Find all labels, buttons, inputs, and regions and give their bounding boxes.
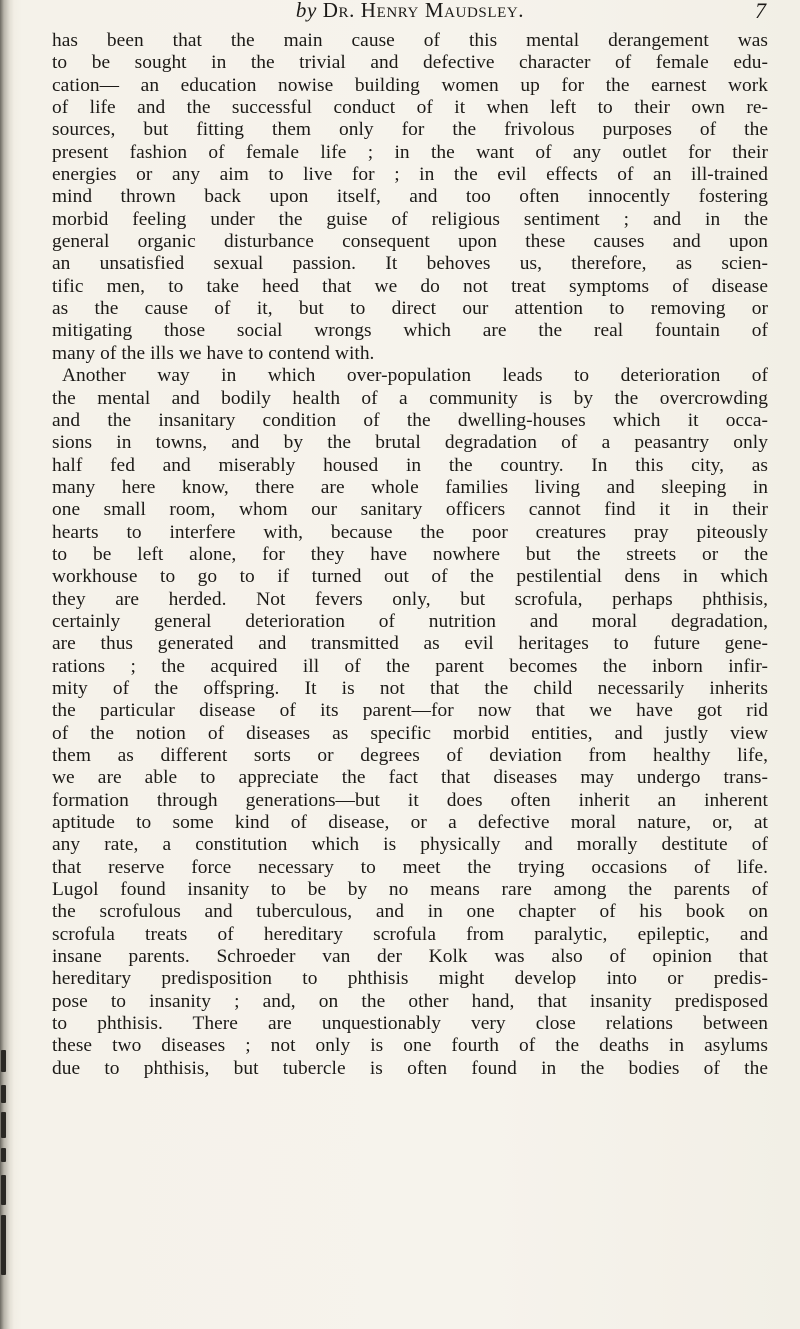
text-line: an unsatisfied sexual passion. It behoves us, therefore, as scien- [52,253,768,275]
text-line: mitigating those social wrongs which are the real fountain of [52,320,768,342]
text-line: workhouse to go to if turned out of the pestilential dens in which [52,566,768,588]
text-line: mity of the offspring. It is not that the child necessarily inherits [52,677,768,699]
text-line: general organic disturbance consequent upon these causes and upon [52,231,768,253]
text-line: present fashion of female life ; in the want of any outlet for their [52,141,768,163]
text-line: and the insanitary condition of the dwelling-houses which it occa- [52,409,768,431]
text-line: mind thrown back upon itself, and too often innocently fostering [52,186,768,208]
text-line: Lugol found insanity to be by no means rare among the parents of [52,879,768,901]
gutter-ink-mark [1,1175,6,1205]
gutter-ink-mark [1,1050,6,1072]
text-line: Another way in which over-population leads to deterioration of [62,365,768,387]
text-line: aptitude to some kind of disease, or a defective moral nature, or, at [52,812,768,834]
running-head-title [52,0,768,23]
text-line: of the notion of diseases as specific morbid entities, and justly view [52,722,768,744]
text-line: the scrofulous and tuberculous, and in one chapter of his book on [52,901,768,923]
text-line: due to phthisis, but tubercle is often found in the bodies of the [52,1057,768,1079]
text-line: one small room, whom our sanitary officers cannot find it in their [52,499,768,521]
gutter-ink-mark [1,1215,6,1275]
text-line: we are able to appreciate the fact that diseases may undergo trans- [52,767,768,789]
text-line: hearts to interfere with, because the poor creatures pray piteously [52,521,768,543]
text-line: these two diseases ; not only is one fourth of the deaths in asylums [52,1035,768,1057]
text-line: energies or any aim to live for ; in the evil effects of an ill-trained [52,164,768,186]
text-line: sions in towns, and by the brutal degradation of a peasantry only [52,432,768,454]
text-line: many here know, there are whole families living and sleeping in [52,476,768,498]
text-line: as the cause of it, but to direct our attention to removing or [52,298,768,320]
text-line: insane parents. Schroeder van der Kolk was also of opinion that [52,946,768,968]
text-line: scrofula treats of hereditary scrofula from paralytic, epileptic, and [52,923,768,945]
text-line: that reserve force necessary to meet the trying occasions of life. [52,856,768,878]
running-head-prefix: by [295,0,317,22]
running-head-author: Dr. Henry Maudsley. [322,0,525,22]
text-line: tific men, to take heed that we do not treat symptoms of disease [52,275,768,297]
text-line: formation through generations—but it does often inherit an inherent [52,789,768,811]
text-line: morbid feeling under the guise of religious sentiment ; and in the [52,208,768,230]
page-number: 7 [755,0,766,23]
binding-gutter [0,0,14,1329]
running-head [52,0,768,26]
text-line: sources, but fitting them only for the frivolous purposes of the [52,119,768,141]
text-line: are thus generated and transmitted as evil heritages to future gene- [52,633,768,655]
text-line: to be left alone, for they have nowhere but the streets or the [52,543,768,565]
text-line: of life and the successful conduct of it when left to their own re- [52,97,768,119]
text-line: pose to insanity ; and, on the other hand, that insanity predisposed [52,990,768,1012]
text-line: the mental and bodily health of a community is by the overcrowding [52,387,768,409]
text-line: any rate, a constitution which is physically and morally destitute of [52,834,768,856]
text-line: they are herded. Not fevers only, but scrofula, perhaps phthisis, [52,588,768,610]
text-line: the particular disease of its parent—for now that we have got rid [52,700,768,722]
gutter-ink-mark [1,1085,6,1103]
text-line: hereditary predisposition to phthisis might develop into or predis- [52,968,768,990]
text-line: half fed and miserably housed in the country. In this city, as [52,454,768,476]
gutter-ink-mark [1,1112,6,1138]
text-line: rations ; the acquired ill of the parent becomes the inborn infir- [52,655,768,677]
text-line: cation— an education nowise building women up for the earnest work [52,74,768,96]
text-line: them as different sorts or degrees of deviation from healthy life, [52,745,768,766]
text-line: has been that the main cause of this mental derangement was [52,30,768,51]
text-line: to phthisis. There are unquestionably very close relations between [52,1013,768,1035]
body-text [52,30,768,1080]
gutter-ink-mark [1,1148,6,1162]
text-line: many of the ills we have to contend with. [52,342,375,364]
text-line: to be sought in the trivial and defective character of female edu- [52,52,768,74]
text-line: certainly general deterioration of nutrition and moral degradation, [52,610,768,632]
